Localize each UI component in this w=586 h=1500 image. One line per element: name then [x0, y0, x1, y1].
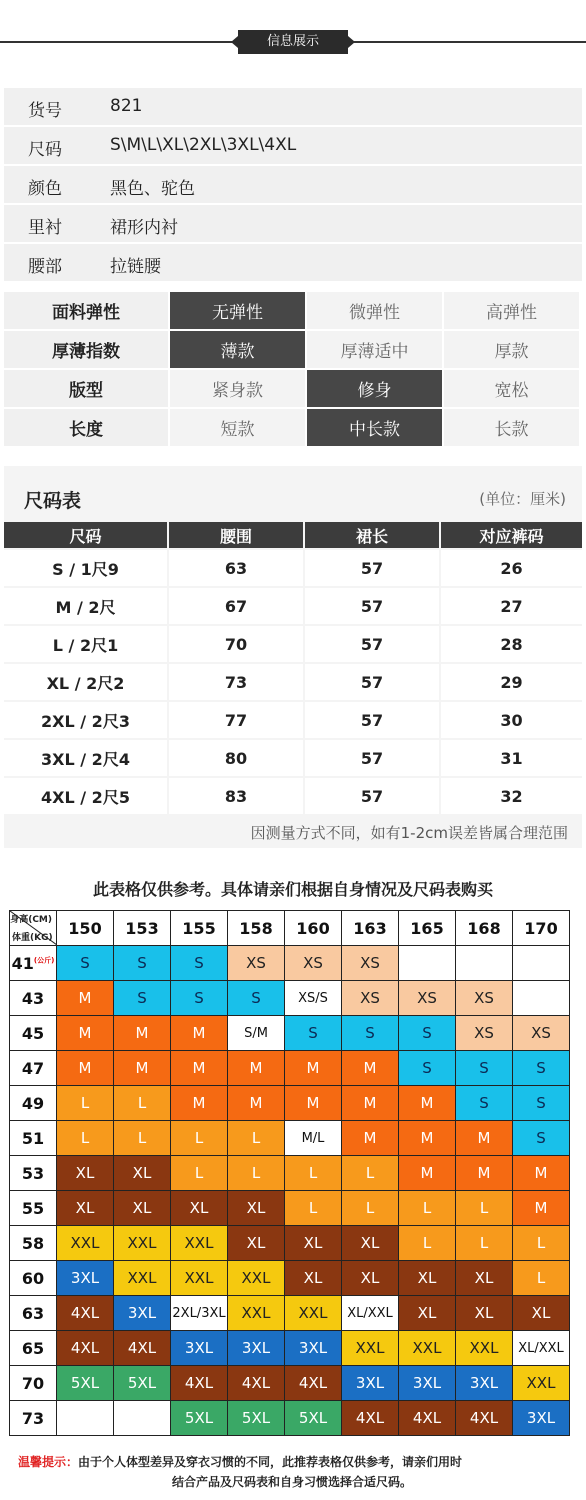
- grid-row: [10, 1156, 570, 1191]
- weight-header: [10, 1121, 57, 1156]
- size-cell: 57: [305, 588, 439, 624]
- size-cell: M: [399, 1121, 456, 1156]
- size-cell: 4XL / 2尺5: [4, 778, 167, 814]
- size-cell: S: [399, 1051, 456, 1086]
- size-cell: XXL: [171, 1261, 228, 1296]
- size-cell: XXL: [228, 1261, 285, 1296]
- weight-value: 43: [21, 988, 45, 1008]
- size-cell: 70: [169, 626, 303, 662]
- attribute-option-selected: 修身: [307, 370, 442, 407]
- tip-label: 温馨提示：: [18, 1455, 79, 1469]
- size-cell: XXL: [285, 1296, 342, 1331]
- attribute-label: 版型: [4, 370, 168, 407]
- section-header: [0, 28, 586, 56]
- attribute-option: 厚款: [444, 331, 579, 368]
- size-chart-header: [4, 522, 582, 548]
- info-value: 拉链腰: [110, 257, 161, 277]
- size-cell: XL: [399, 1296, 456, 1331]
- size-cell: 3XL: [285, 1331, 342, 1366]
- size-cell: M: [57, 981, 114, 1016]
- weight-value: 41: [11, 953, 34, 973]
- size-cell: XXL: [228, 1296, 285, 1331]
- size-cell: XL: [513, 1296, 570, 1331]
- size-cell: L: [399, 1191, 456, 1226]
- attribute-label: 厚薄指数: [4, 331, 168, 368]
- size-cell: [399, 946, 456, 981]
- size-cell: 5XL: [285, 1401, 342, 1436]
- weight-header: [10, 981, 57, 1016]
- attribute-option-selected: 无弹性: [170, 292, 305, 329]
- weight-value: 63: [21, 1303, 45, 1323]
- size-cell: 2XL / 2尺3: [4, 702, 167, 738]
- size-cell: M: [399, 1086, 456, 1121]
- attribute-option: 宽松: [444, 370, 579, 407]
- size-cell: S: [342, 1016, 399, 1051]
- size-cell: L: [342, 1191, 399, 1226]
- size-cell: S: [399, 1016, 456, 1051]
- grid-row: [10, 1401, 570, 1436]
- size-cell: 80: [169, 740, 303, 776]
- size-cell: 4XL: [171, 1366, 228, 1401]
- size-cell: M: [456, 1156, 513, 1191]
- size-cell: 57: [305, 740, 439, 776]
- size-cell: S: [228, 981, 285, 1016]
- weight-header: [10, 1086, 57, 1121]
- attribute-option: 高弹性: [444, 292, 579, 329]
- grid-row: [10, 1051, 570, 1086]
- weight-value: 70: [21, 1373, 45, 1393]
- size-cell: L: [57, 1086, 114, 1121]
- size-cell: XL: [456, 1261, 513, 1296]
- size-cell: XL/XXL: [342, 1296, 399, 1331]
- attribute-row: [4, 409, 582, 446]
- size-cell: 4XL: [57, 1296, 114, 1331]
- size-cell: M: [399, 1156, 456, 1191]
- grid-header-row: [10, 911, 570, 946]
- size-cell: XL: [171, 1191, 228, 1226]
- size-cell: 57: [305, 778, 439, 814]
- size-cell: L / 2尺1: [4, 626, 167, 662]
- size-cell: M: [285, 1051, 342, 1086]
- size-cell: S: [456, 1086, 513, 1121]
- size-cell: S: [57, 946, 114, 981]
- info-row-lining: [4, 205, 582, 242]
- info-value: 821: [110, 96, 143, 116]
- size-cell: L: [456, 1226, 513, 1261]
- size-cell: M: [171, 1051, 228, 1086]
- info-key: 尺码: [28, 140, 62, 160]
- header-divider-right: [354, 41, 586, 43]
- weight-value: 73: [21, 1408, 45, 1428]
- size-cell: L: [57, 1121, 114, 1156]
- grid-row: [10, 1086, 570, 1121]
- grid-row: [10, 1261, 570, 1296]
- size-cell: S / 1尺9: [4, 550, 167, 586]
- grid-row: [10, 1296, 570, 1331]
- size-cell: [513, 946, 570, 981]
- weight-value: 49: [21, 1093, 45, 1113]
- size-cell: XXL: [114, 1261, 171, 1296]
- size-cell: 3XL: [342, 1366, 399, 1401]
- size-cell: XL: [342, 1261, 399, 1296]
- weight-header: [10, 1366, 57, 1401]
- size-cell: XS: [285, 946, 342, 981]
- size-cell: 5XL: [171, 1401, 228, 1436]
- size-cell: L: [513, 1261, 570, 1296]
- size-cell: M: [513, 1156, 570, 1191]
- attribute-option-selected: 薄款: [170, 331, 305, 368]
- header-divider-left: [0, 41, 232, 43]
- info-key: 货号: [28, 101, 62, 121]
- size-cell: 3XL / 2尺4: [4, 740, 167, 776]
- size-cell: XL: [57, 1191, 114, 1226]
- size-cell: M: [456, 1121, 513, 1156]
- size-cell: M: [114, 1051, 171, 1086]
- size-cell: XS/S: [285, 981, 342, 1016]
- size-cell: 63: [169, 550, 303, 586]
- size-chart-note: 因测量方式不同，如有1-2cm误差皆属合理范围: [250, 824, 568, 842]
- size-cell: 83: [169, 778, 303, 814]
- grid-row: [10, 1226, 570, 1261]
- size-cell: 5XL: [57, 1366, 114, 1401]
- grid-row: [10, 1366, 570, 1401]
- corner-height-label: 身高(CM): [10, 915, 52, 925]
- size-cell: 67: [169, 588, 303, 624]
- size-header-cell: 尺码: [4, 522, 167, 548]
- size-cell: XL: [228, 1226, 285, 1261]
- size-cell: 32: [441, 778, 582, 814]
- size-cell: 3XL: [171, 1331, 228, 1366]
- size-cell: XXL: [399, 1331, 456, 1366]
- info-key: 腰部: [28, 257, 62, 277]
- size-cell: M: [228, 1051, 285, 1086]
- info-key: 颜色: [28, 179, 62, 199]
- size-cell: L: [114, 1121, 171, 1156]
- size-chart-unit: (单位：厘米): [479, 490, 566, 508]
- size-cell: XL: [399, 1261, 456, 1296]
- weight-value: 51: [21, 1128, 45, 1148]
- size-cell: [513, 981, 570, 1016]
- info-row-item-no: [4, 88, 582, 125]
- grid-row: [10, 981, 570, 1016]
- size-cell: XXL: [171, 1226, 228, 1261]
- size-cell: M: [228, 1086, 285, 1121]
- size-cell: L: [399, 1226, 456, 1261]
- info-row-sizes: [4, 127, 582, 164]
- size-cell: XL: [342, 1226, 399, 1261]
- size-cell: S: [456, 1051, 513, 1086]
- size-cell: 3XL: [399, 1366, 456, 1401]
- header-title: 信息展示: [238, 30, 348, 54]
- grid-corner: [10, 911, 57, 946]
- size-cell: M/L: [285, 1121, 342, 1156]
- size-cell: 29: [441, 664, 582, 700]
- size-cell: M: [342, 1051, 399, 1086]
- size-cell: 3XL: [456, 1366, 513, 1401]
- attribute-option: 厚薄适中: [307, 331, 442, 368]
- size-cell: 4XL: [399, 1401, 456, 1436]
- attribute-option: 微弹性: [307, 292, 442, 329]
- weight-header: [10, 1226, 57, 1261]
- grid-row: [10, 1121, 570, 1156]
- weight-value: 60: [21, 1268, 45, 1288]
- size-header-cell: 裙长: [305, 522, 439, 548]
- tip-note: [18, 1452, 578, 1492]
- size-cell: S: [513, 1086, 570, 1121]
- size-cell: S: [171, 946, 228, 981]
- attribute-grid: [4, 292, 582, 448]
- weight-header: [10, 1051, 57, 1086]
- size-cell: XS: [456, 981, 513, 1016]
- info-value: 黑色、驼色: [110, 179, 195, 199]
- size-cell: 4XL: [456, 1401, 513, 1436]
- size-cell: XXL: [57, 1226, 114, 1261]
- size-cell: XS: [342, 981, 399, 1016]
- size-cell: [57, 1401, 114, 1436]
- size-header-cell: 腰围: [169, 522, 303, 548]
- weight-header: [10, 1401, 57, 1436]
- weight-header: [10, 1331, 57, 1366]
- size-cell: S: [114, 981, 171, 1016]
- size-cell: 73: [169, 664, 303, 700]
- size-cell: XS: [513, 1016, 570, 1051]
- height-header: 155: [171, 911, 228, 946]
- size-cell: XXL: [114, 1226, 171, 1261]
- size-cell: S: [114, 946, 171, 981]
- size-cell: L: [285, 1156, 342, 1191]
- size-cell: S: [513, 1121, 570, 1156]
- size-cell: XL: [57, 1156, 114, 1191]
- size-cell: M: [513, 1191, 570, 1226]
- size-cell: M: [342, 1121, 399, 1156]
- height-header: 160: [285, 911, 342, 946]
- size-cell: S: [171, 981, 228, 1016]
- size-cell: XL: [228, 1191, 285, 1226]
- info-row-colors: [4, 166, 582, 203]
- size-cell: S: [285, 1016, 342, 1051]
- size-row: [4, 550, 582, 586]
- height-header: 163: [342, 911, 399, 946]
- attribute-option: 长款: [444, 409, 579, 446]
- size-cell: 27: [441, 588, 582, 624]
- weight-value: 45: [21, 1023, 45, 1043]
- size-cell: XL: [285, 1226, 342, 1261]
- size-row: [4, 702, 582, 738]
- size-cell: 57: [305, 702, 439, 738]
- size-cell: M: [171, 1086, 228, 1121]
- grid-row: [10, 1016, 570, 1051]
- size-cell: L: [114, 1086, 171, 1121]
- size-cell: S/M: [228, 1016, 285, 1051]
- height-header: 153: [114, 911, 171, 946]
- weight-header: [10, 946, 57, 981]
- size-header-cell: 对应裤码: [441, 522, 582, 548]
- height-header: 165: [399, 911, 456, 946]
- size-cell: XXL: [513, 1366, 570, 1401]
- size-cell: 3XL: [57, 1261, 114, 1296]
- size-cell: 30: [441, 702, 582, 738]
- size-cell: XS: [342, 946, 399, 981]
- size-chart-title: 尺码表: [24, 490, 82, 512]
- size-cell: XL: [456, 1296, 513, 1331]
- size-cell: M: [114, 1016, 171, 1051]
- size-cell: L: [342, 1156, 399, 1191]
- size-row: [4, 626, 582, 662]
- size-cell: 4XL: [57, 1331, 114, 1366]
- size-row: [4, 664, 582, 700]
- weight-header: [10, 1191, 57, 1226]
- size-cell: 5XL: [228, 1401, 285, 1436]
- attribute-row: [4, 331, 582, 368]
- size-cell: 57: [305, 550, 439, 586]
- size-cell: 57: [305, 626, 439, 662]
- info-key: 里衬: [28, 218, 62, 238]
- size-row: [4, 778, 582, 814]
- height-header: 158: [228, 911, 285, 946]
- product-info-table: [4, 88, 582, 283]
- size-cell: 4XL: [342, 1401, 399, 1436]
- tip-line-2: 结合产品及尺码表和自身习惯选择合适尺码。: [171, 1475, 412, 1489]
- size-cell: XS: [456, 1016, 513, 1051]
- attribute-option: 紧身款: [170, 370, 305, 407]
- size-cell: M: [171, 1016, 228, 1051]
- weight-header: [10, 1156, 57, 1191]
- attribute-option: 短款: [170, 409, 305, 446]
- size-cell: 28: [441, 626, 582, 662]
- attribute-option-selected: 中长款: [307, 409, 442, 446]
- size-cell: 4XL: [114, 1331, 171, 1366]
- size-cell: XXL: [342, 1331, 399, 1366]
- size-cell: M: [285, 1086, 342, 1121]
- size-cell: 2XL/3XL: [171, 1296, 228, 1331]
- size-cell: M: [57, 1016, 114, 1051]
- info-value: 裙形内衬: [110, 218, 178, 238]
- size-cell: XL: [285, 1261, 342, 1296]
- size-cell: 3XL: [228, 1331, 285, 1366]
- tip-line-1: 由于个人体型差异及穿衣习惯的不同，此推荐表格仅供参考，请亲们用时: [78, 1455, 463, 1469]
- attribute-row: [4, 370, 582, 407]
- size-cell: M / 2尺: [4, 588, 167, 624]
- info-row-waist: [4, 244, 582, 281]
- size-row: [4, 740, 582, 776]
- size-cell: 4XL: [228, 1366, 285, 1401]
- attribute-label: 长度: [4, 409, 168, 446]
- size-chart: [4, 466, 582, 848]
- size-cell: XS: [399, 981, 456, 1016]
- weight-value: 47: [21, 1058, 45, 1078]
- weight-value: 55: [21, 1198, 45, 1218]
- size-cell: 77: [169, 702, 303, 738]
- size-cell: S: [513, 1051, 570, 1086]
- corner-weight-label: 体重(KG): [12, 933, 53, 943]
- size-cell: L: [456, 1191, 513, 1226]
- size-recommendation-grid: [9, 910, 570, 1436]
- attribute-row: [4, 292, 582, 329]
- weight-header: [10, 1016, 57, 1051]
- size-cell: XL: [114, 1191, 171, 1226]
- size-cell: L: [171, 1156, 228, 1191]
- height-header: 168: [456, 911, 513, 946]
- size-cell: XL / 2尺2: [4, 664, 167, 700]
- weight-header: [10, 1296, 57, 1331]
- size-cell: L: [171, 1121, 228, 1156]
- size-cell: 26: [441, 550, 582, 586]
- weight-value: 65: [21, 1338, 45, 1358]
- grid-row: [10, 1191, 570, 1226]
- size-cell: 3XL: [114, 1296, 171, 1331]
- size-cell: M: [342, 1086, 399, 1121]
- size-cell: XXL: [456, 1331, 513, 1366]
- size-cell: 31: [441, 740, 582, 776]
- info-value: S\M\L\XL\2XL\3XL\4XL: [110, 135, 297, 155]
- size-cell: XL: [114, 1156, 171, 1191]
- size-cell: 3XL: [513, 1401, 570, 1436]
- height-header: 170: [513, 911, 570, 946]
- weight-value: 53: [21, 1163, 45, 1183]
- size-cell: 5XL: [114, 1366, 171, 1401]
- size-cell: L: [228, 1156, 285, 1191]
- size-cell: 57: [305, 664, 439, 700]
- height-header: 150: [57, 911, 114, 946]
- size-cell: XL/XXL: [513, 1331, 570, 1366]
- size-cell: 4XL: [285, 1366, 342, 1401]
- size-row: [4, 588, 582, 624]
- size-cell: L: [285, 1191, 342, 1226]
- weight-header: [10, 1261, 57, 1296]
- grid-row: [10, 1331, 570, 1366]
- size-cell: L: [513, 1226, 570, 1261]
- grid-row: [10, 946, 570, 981]
- size-cell: L: [228, 1121, 285, 1156]
- attribute-label: 面料弹性: [4, 292, 168, 329]
- weight-unit-label: (公斤): [33, 956, 55, 965]
- size-cell: M: [57, 1051, 114, 1086]
- size-chart-body: [4, 550, 582, 816]
- weight-value: 58: [21, 1233, 45, 1253]
- size-cell: XS: [228, 946, 285, 981]
- size-cell: [114, 1401, 171, 1436]
- reference-title: 此表格仅供参考。具体请亲们根据自身情况及尺码表购买: [92, 880, 493, 899]
- size-cell: [456, 946, 513, 981]
